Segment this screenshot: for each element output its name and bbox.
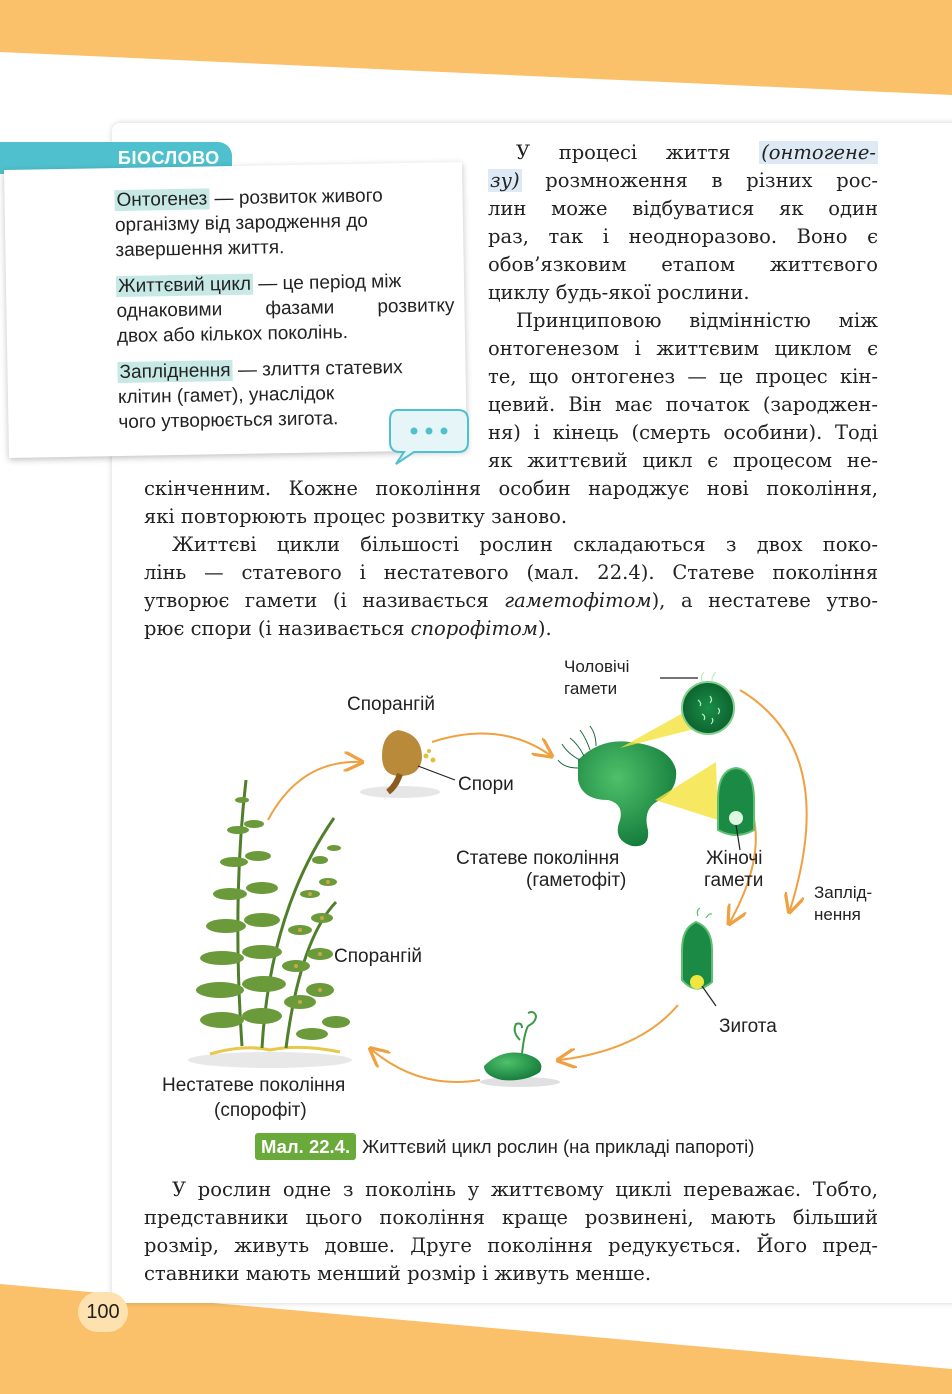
paragraph-3: Життєві цикли більшості рослин складаються з двох поко- лінь — статевого і нестатевого (мал. 22.4). Статеве покоління утворює гамети (і називається гаметофітом), а нестатеве утво- рює спори (і називається спорофітом). [144,533,878,640]
paragraph-4: У рослин одне з поколінь у життєвому циклі переважає. Тобто, представники цього покоління краще розвинені, мають більший розмір, живуть довше. Друге покоління редукується. Його пред- ставники мають менший розмір і живуть менше. [144,1178,878,1285]
definition-life-cycle: Життєвий цикл — це період між однаковими фазами розвитку двох або кількох поколінь. [116,271,455,348]
paragraph-2-continued: скінченним. Кожне покоління особин народжує нові покоління, які повторюють процес розвитку заново. [144,477,878,528]
top-decorative-band [0,0,952,110]
label-male-gametes-2: гамети [564,679,618,698]
female-gametes-illustration [718,768,754,850]
label-female-gametes-1: Жіночі [706,848,763,869]
label-sporangium-mid: Спорангій [334,946,422,967]
page-number: 100 [78,1292,128,1332]
label-female-gametes-2: гамети [704,870,764,891]
figure-caption-text: Життєвий цикл рослин (на прикладі папороті) [362,1136,755,1157]
label-gametophyte-2: (гаметофіт) [526,870,627,891]
fern-life-cycle-diagram [150,650,910,1130]
label-fertilization-2: нення [814,905,861,924]
label-spores: Спори [458,774,514,795]
paragraph-2: Принциповою відмінністю між онтогенезом і життєвим циклом є те, що онтогенез — це процес кін- цевий. Він має початок (зароджен- ня) і кінець (смерть особини). Тоді як життєвий цикл є процесом не- [488,309,878,472]
bioslovo-tab: БІОСЛОВО [0,142,232,174]
label-sporangium-top: Спорангій [347,694,435,715]
definition-fertilization: Запліднення — злиття статевих клітин (гамет), унаслідок чого утворюється зигота. [117,357,403,434]
label-fertilization-1: Заплід- [814,883,873,902]
speech-bubble-icon [388,404,470,466]
term-life-cycle: Життєвий цикл [117,273,252,298]
zygote-illustration [682,908,716,1006]
label-gametophyte-1: Статеве покоління [456,848,620,869]
label-sporophyte-1: Нестатеве покоління [162,1075,346,1096]
figure-caption [255,1133,754,1161]
fern-sporophyte-illustration [188,780,352,1068]
label-zygote: Зигота [719,1016,777,1037]
term-ontogenesis: Онтогенез [116,188,208,212]
figure-number-badge: Мал. 22.4. [255,1133,356,1160]
paragraph-1: У процесі життя (онтогене- зу) розмноження в різних рос- лин може відбуватися як один раз, так і неодноразово. Воно є обов’язковим етапом життєвого циклу будь-якої рослини. [488,141,878,304]
label-male-gametes-1: Чоловічі [564,657,630,676]
label-sporophyte-2: (спорофіт) [214,1100,307,1121]
definition-ontogenesis: Онтогенез — розвиток живого організму від зародження до завершення життя. [114,185,383,262]
young-sporophyte-illustration [480,1012,560,1087]
term-fertilization: Запліднення [119,360,231,384]
